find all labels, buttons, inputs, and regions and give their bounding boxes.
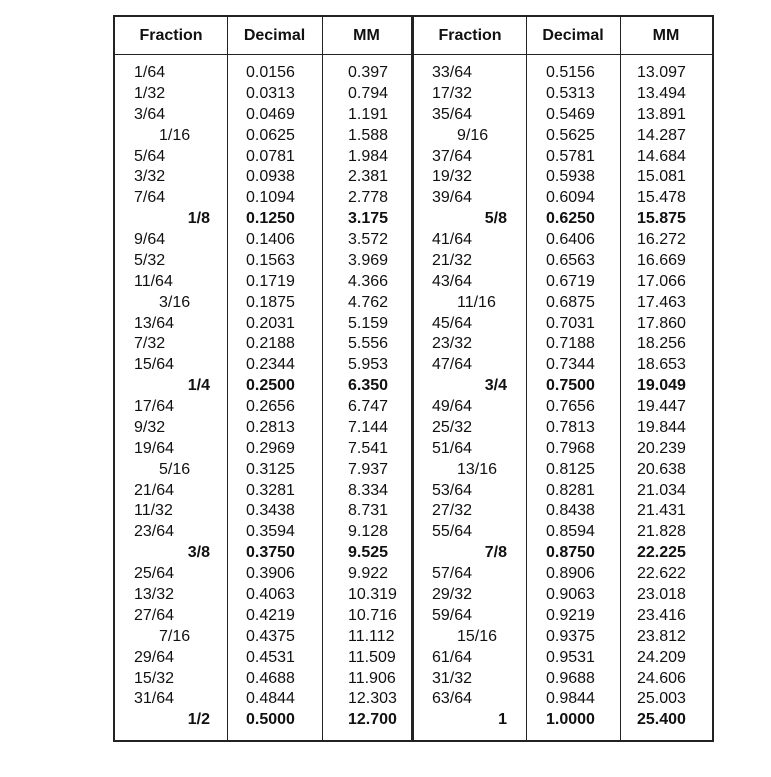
table-row bbox=[115, 208, 712, 229]
right-decimal-cell: 0.9844 bbox=[546, 690, 595, 708]
table-row bbox=[115, 459, 712, 480]
left-decimal-cell: 0.3438 bbox=[246, 502, 295, 520]
right-fraction-cell: 53/64 bbox=[432, 481, 473, 499]
right-mm-cell: 17.860 bbox=[637, 314, 686, 332]
table-row bbox=[115, 375, 712, 396]
right-fraction-cell: 19/32 bbox=[432, 168, 473, 186]
right-decimal-cell: 1.0000 bbox=[546, 711, 595, 729]
right-decimal-cell: 0.6719 bbox=[546, 272, 595, 290]
header-mm-right: MM bbox=[652, 27, 680, 44]
right-fraction-cell: 59/64 bbox=[432, 606, 473, 624]
left-mm-cell: 10.319 bbox=[348, 586, 397, 603]
left-fraction-cell: 9/32 bbox=[134, 418, 166, 436]
left-decimal-cell: 0.3125 bbox=[246, 460, 295, 478]
right-decimal-cell: 0.6875 bbox=[546, 293, 595, 311]
right-decimal-cell: 0.8906 bbox=[546, 565, 595, 583]
right-decimal-cell: 0.8750 bbox=[546, 544, 595, 562]
left-fraction-cell: 3/64 bbox=[134, 105, 166, 123]
left-decimal-cell: 0.3750 bbox=[246, 544, 295, 562]
table-row bbox=[115, 584, 712, 605]
left-mm-cell: 12.700 bbox=[348, 711, 397, 729]
right-decimal-cell: 0.5156 bbox=[546, 64, 595, 81]
left-fraction-cell: 23/64 bbox=[134, 523, 175, 541]
right-fraction-cell: 37/64 bbox=[432, 147, 473, 165]
right-mm-cell: 18.256 bbox=[637, 335, 686, 353]
table-row bbox=[115, 146, 712, 167]
table-row bbox=[115, 229, 712, 250]
left-decimal-cell: 0.0781 bbox=[246, 147, 295, 165]
right-mm-cell: 17.066 bbox=[637, 272, 686, 290]
right-fraction-cell: 41/64 bbox=[432, 231, 473, 249]
left-decimal-cell: 0.3594 bbox=[246, 523, 295, 541]
left-mm-cell: 11.112 bbox=[348, 627, 395, 645]
left-mm-cell: 1.191 bbox=[348, 105, 389, 123]
right-fraction-cell: 15/16 bbox=[457, 627, 498, 645]
right-decimal-cell: 0.9063 bbox=[546, 586, 595, 603]
left-fraction-cell: 15/32 bbox=[134, 669, 175, 687]
header-decimal-left: Decimal bbox=[243, 27, 306, 44]
right-decimal-cell: 0.6250 bbox=[546, 210, 595, 228]
right-mm-cell: 14.684 bbox=[637, 147, 686, 165]
left-fraction-cell: 1/32 bbox=[134, 84, 166, 102]
left-fraction-cell: 31/64 bbox=[134, 690, 175, 708]
right-fraction-cell: 1 bbox=[498, 711, 507, 729]
right-fraction-cell: 21/32 bbox=[432, 251, 473, 269]
left-decimal-cell: 0.1250 bbox=[246, 210, 295, 228]
left-fraction-cell: 11/64 bbox=[134, 272, 173, 290]
header-fraction-right: Fraction bbox=[438, 27, 502, 44]
right-decimal-cell: 0.7968 bbox=[546, 439, 595, 457]
right-fraction-cell: 33/64 bbox=[432, 64, 473, 81]
left-mm-cell: 10.716 bbox=[348, 606, 397, 624]
right-decimal-cell: 0.7813 bbox=[546, 418, 595, 436]
left-mm-cell: 5.159 bbox=[348, 314, 389, 332]
right-mm-cell: 22.225 bbox=[637, 544, 686, 562]
table-row bbox=[115, 83, 712, 104]
right-fraction-cell: 9/16 bbox=[457, 126, 489, 144]
right-fraction-cell: 35/64 bbox=[432, 105, 473, 123]
right-decimal-cell: 0.8125 bbox=[546, 460, 595, 478]
right-decimal-cell: 0.8281 bbox=[546, 481, 595, 499]
left-decimal-cell: 0.1719 bbox=[246, 272, 295, 290]
right-decimal-cell: 0.6563 bbox=[546, 251, 595, 269]
right-fraction-cell: 23/32 bbox=[432, 335, 473, 353]
table-row bbox=[115, 125, 712, 146]
table-row bbox=[115, 438, 712, 459]
right-mm-cell: 16.669 bbox=[637, 251, 686, 269]
right-decimal-cell: 0.9219 bbox=[546, 606, 595, 624]
left-mm-cell: 2.381 bbox=[348, 168, 389, 186]
left-mm-cell: 0.794 bbox=[348, 84, 389, 102]
table-row bbox=[115, 668, 712, 689]
left-decimal-cell: 0.2656 bbox=[246, 398, 295, 416]
left-fraction-cell: 25/64 bbox=[134, 565, 175, 583]
left-fraction-cell: 13/32 bbox=[134, 586, 175, 603]
right-fraction-cell: 61/64 bbox=[432, 648, 473, 666]
right-mm-cell: 19.447 bbox=[637, 398, 686, 416]
right-mm-cell: 16.272 bbox=[637, 231, 686, 249]
left-fraction-cell: 19/64 bbox=[134, 439, 175, 457]
left-decimal-cell: 0.2188 bbox=[246, 335, 295, 353]
left-mm-cell: 11.509 bbox=[348, 648, 396, 666]
right-fraction-cell: 29/32 bbox=[432, 586, 473, 603]
table-row bbox=[115, 250, 712, 271]
table-row bbox=[115, 396, 712, 417]
right-fraction-cell: 25/32 bbox=[432, 418, 473, 436]
left-decimal-cell: 0.4219 bbox=[246, 606, 295, 624]
left-decimal-cell: 0.5000 bbox=[246, 711, 295, 729]
left-decimal-cell: 0.4531 bbox=[246, 648, 295, 666]
right-decimal-cell: 0.8438 bbox=[546, 502, 595, 520]
right-fraction-cell: 39/64 bbox=[432, 189, 473, 207]
right-fraction-cell: 43/64 bbox=[432, 272, 473, 290]
left-mm-cell: 7.937 bbox=[348, 460, 389, 478]
left-fraction-cell: 27/64 bbox=[134, 606, 175, 624]
right-decimal-cell: 0.7188 bbox=[546, 335, 595, 353]
right-mm-cell: 13.494 bbox=[637, 84, 686, 102]
table-row bbox=[115, 542, 712, 563]
right-decimal-cell: 0.5313 bbox=[546, 84, 595, 102]
right-mm-cell: 24.606 bbox=[637, 669, 686, 687]
right-decimal-cell: 0.5469 bbox=[546, 105, 595, 123]
header-divider bbox=[115, 54, 712, 55]
table-row bbox=[115, 417, 712, 438]
left-mm-cell: 4.762 bbox=[348, 293, 389, 311]
table-row bbox=[115, 62, 712, 83]
left-fraction-cell: 1/2 bbox=[187, 711, 210, 729]
right-fraction-cell: 7/8 bbox=[484, 544, 507, 562]
left-decimal-cell: 0.1406 bbox=[246, 231, 295, 249]
right-fraction-cell: 11/16 bbox=[457, 293, 496, 311]
right-mm-cell: 25.003 bbox=[637, 690, 686, 708]
right-decimal-cell: 0.7344 bbox=[546, 356, 595, 374]
left-mm-cell: 6.747 bbox=[348, 398, 389, 416]
right-mm-cell: 21.034 bbox=[637, 481, 686, 499]
right-mm-cell: 13.891 bbox=[637, 105, 686, 123]
table-row bbox=[115, 626, 712, 647]
right-mm-cell: 23.416 bbox=[637, 606, 686, 624]
right-decimal-cell: 0.6094 bbox=[546, 189, 595, 207]
right-mm-cell: 20.239 bbox=[637, 439, 686, 457]
right-mm-cell: 15.478 bbox=[637, 189, 686, 207]
left-mm-cell: 5.556 bbox=[348, 335, 389, 353]
table-row bbox=[115, 480, 712, 501]
left-decimal-cell: 0.0625 bbox=[246, 126, 295, 144]
right-fraction-cell: 47/64 bbox=[432, 356, 473, 374]
left-fraction-cell: 3/8 bbox=[187, 544, 210, 562]
left-decimal-cell: 0.1563 bbox=[246, 251, 295, 269]
left-fraction-cell: 11/32 bbox=[134, 502, 173, 520]
right-fraction-cell: 13/16 bbox=[457, 460, 498, 478]
left-fraction-cell: 7/64 bbox=[134, 189, 166, 207]
table-row bbox=[115, 688, 712, 709]
right-decimal-cell: 0.7031 bbox=[546, 314, 595, 332]
left-mm-cell: 2.778 bbox=[348, 189, 389, 207]
left-fraction-cell: 1/8 bbox=[187, 210, 210, 228]
left-mm-cell: 3.175 bbox=[348, 210, 389, 228]
left-fraction-cell: 21/64 bbox=[134, 481, 175, 499]
right-mm-cell: 23.018 bbox=[637, 586, 686, 603]
right-fraction-cell: 57/64 bbox=[432, 565, 473, 583]
left-decimal-cell: 0.4375 bbox=[246, 627, 295, 645]
right-fraction-cell: 63/64 bbox=[432, 690, 473, 708]
left-mm-cell: 9.922 bbox=[348, 565, 389, 583]
left-mm-cell: 8.334 bbox=[348, 481, 389, 499]
table-row bbox=[115, 605, 712, 626]
right-mm-cell: 20.638 bbox=[637, 460, 686, 478]
left-fraction-cell: 15/64 bbox=[134, 356, 175, 374]
right-mm-cell: 15.081 bbox=[637, 168, 686, 186]
left-fraction-cell: 1/16 bbox=[159, 126, 191, 144]
left-mm-cell: 0.397 bbox=[348, 64, 389, 81]
right-mm-cell: 25.400 bbox=[637, 711, 686, 729]
left-mm-cell: 7.144 bbox=[348, 418, 389, 436]
right-fraction-cell: 5/8 bbox=[484, 210, 507, 228]
left-decimal-cell: 0.4063 bbox=[246, 586, 295, 603]
right-mm-cell: 13.097 bbox=[637, 64, 686, 81]
table-row bbox=[115, 166, 712, 187]
right-mm-cell: 19.844 bbox=[637, 418, 686, 436]
left-fraction-cell: 5/64 bbox=[134, 147, 166, 165]
table-row bbox=[115, 500, 712, 521]
right-fraction-cell: 49/64 bbox=[432, 398, 473, 416]
left-decimal-cell: 0.0938 bbox=[246, 168, 295, 186]
left-fraction-cell: 1/4 bbox=[187, 377, 210, 395]
right-mm-cell: 18.653 bbox=[637, 356, 686, 374]
left-decimal-cell: 0.2813 bbox=[246, 418, 295, 436]
left-decimal-cell: 0.0469 bbox=[246, 105, 295, 123]
conversion-table bbox=[113, 15, 714, 742]
right-decimal-cell: 0.5625 bbox=[546, 126, 595, 144]
right-mm-cell: 22.622 bbox=[637, 565, 686, 583]
left-decimal-cell: 0.3906 bbox=[246, 565, 295, 583]
right-decimal-cell: 0.5938 bbox=[546, 168, 595, 186]
left-mm-cell: 5.953 bbox=[348, 356, 389, 374]
left-mm-cell: 3.572 bbox=[348, 231, 389, 249]
left-mm-cell: 9.128 bbox=[348, 523, 389, 541]
right-mm-cell: 14.287 bbox=[637, 126, 686, 144]
right-decimal-cell: 0.5781 bbox=[546, 147, 595, 165]
right-decimal-cell: 0.7656 bbox=[546, 398, 595, 416]
left-decimal-cell: 0.2969 bbox=[246, 439, 295, 457]
left-fraction-cell: 3/32 bbox=[134, 168, 166, 186]
left-fraction-cell: 5/16 bbox=[159, 460, 191, 478]
table-row bbox=[115, 521, 712, 542]
right-fraction-cell: 3/4 bbox=[484, 377, 507, 395]
left-fraction-cell: 13/64 bbox=[134, 314, 175, 332]
right-decimal-cell: 0.9375 bbox=[546, 627, 595, 645]
left-fraction-cell: 5/32 bbox=[134, 251, 166, 269]
table-row bbox=[115, 292, 712, 313]
table-row bbox=[115, 354, 712, 375]
left-mm-cell: 6.350 bbox=[348, 377, 389, 395]
right-decimal-cell: 0.9688 bbox=[546, 669, 595, 687]
table-row bbox=[115, 333, 712, 354]
table-row bbox=[115, 563, 712, 584]
left-decimal-cell: 0.2031 bbox=[246, 314, 295, 332]
table-row bbox=[115, 104, 712, 125]
left-decimal-cell: 0.0156 bbox=[246, 64, 295, 81]
left-mm-cell: 3.969 bbox=[348, 251, 389, 269]
left-mm-cell: 4.366 bbox=[348, 272, 389, 290]
header-mm-left: MM bbox=[353, 27, 380, 44]
left-fraction-cell: 1/64 bbox=[134, 64, 166, 81]
left-mm-cell: 11.906 bbox=[348, 669, 396, 687]
left-fraction-cell: 17/64 bbox=[134, 398, 175, 416]
left-fraction-cell: 3/16 bbox=[159, 293, 191, 311]
right-fraction-cell: 55/64 bbox=[432, 523, 473, 541]
left-fraction-cell: 9/64 bbox=[134, 231, 166, 249]
right-fraction-cell: 45/64 bbox=[432, 314, 473, 332]
right-fraction-cell: 51/64 bbox=[432, 439, 473, 457]
right-fraction-cell: 31/32 bbox=[432, 669, 473, 687]
left-mm-cell: 9.525 bbox=[348, 544, 389, 562]
right-mm-cell: 21.431 bbox=[637, 502, 686, 520]
table-row bbox=[115, 709, 712, 730]
left-decimal-cell: 0.4688 bbox=[246, 669, 295, 687]
right-mm-cell: 21.828 bbox=[637, 523, 686, 541]
right-fraction-cell: 17/32 bbox=[432, 84, 473, 102]
right-decimal-cell: 0.8594 bbox=[546, 523, 595, 541]
left-decimal-cell: 0.2344 bbox=[246, 356, 295, 374]
right-fraction-cell: 27/32 bbox=[432, 502, 473, 520]
right-mm-cell: 24.209 bbox=[637, 648, 686, 666]
left-decimal-cell: 0.4844 bbox=[246, 690, 295, 708]
right-mm-cell: 19.049 bbox=[637, 377, 686, 395]
left-fraction-cell: 7/16 bbox=[159, 627, 191, 645]
right-mm-cell: 15.875 bbox=[637, 210, 686, 228]
table-row bbox=[115, 187, 712, 208]
left-decimal-cell: 0.1094 bbox=[246, 189, 295, 207]
right-decimal-cell: 0.9531 bbox=[546, 648, 595, 666]
right-decimal-cell: 0.6406 bbox=[546, 231, 595, 249]
left-decimal-cell: 0.1875 bbox=[246, 293, 295, 311]
right-decimal-cell: 0.7500 bbox=[546, 377, 595, 395]
left-fraction-cell: 29/64 bbox=[134, 648, 175, 666]
right-mm-cell: 23.812 bbox=[637, 627, 686, 645]
left-mm-cell: 7.541 bbox=[348, 439, 389, 457]
left-decimal-cell: 0.2500 bbox=[246, 377, 295, 395]
left-decimal-cell: 0.0313 bbox=[246, 84, 295, 102]
left-decimal-cell: 0.3281 bbox=[246, 481, 295, 499]
left-mm-cell: 1.588 bbox=[348, 126, 389, 144]
left-mm-cell: 1.984 bbox=[348, 147, 389, 165]
table-row bbox=[115, 647, 712, 668]
left-mm-cell: 12.303 bbox=[348, 690, 397, 708]
header-decimal-right: Decimal bbox=[542, 27, 604, 44]
table-row bbox=[115, 313, 712, 334]
table-row bbox=[115, 271, 712, 292]
left-mm-cell: 8.731 bbox=[348, 502, 389, 520]
header-fraction-left: Fraction bbox=[139, 27, 203, 44]
left-fraction-cell: 7/32 bbox=[134, 335, 166, 353]
right-mm-cell: 17.463 bbox=[637, 293, 686, 311]
